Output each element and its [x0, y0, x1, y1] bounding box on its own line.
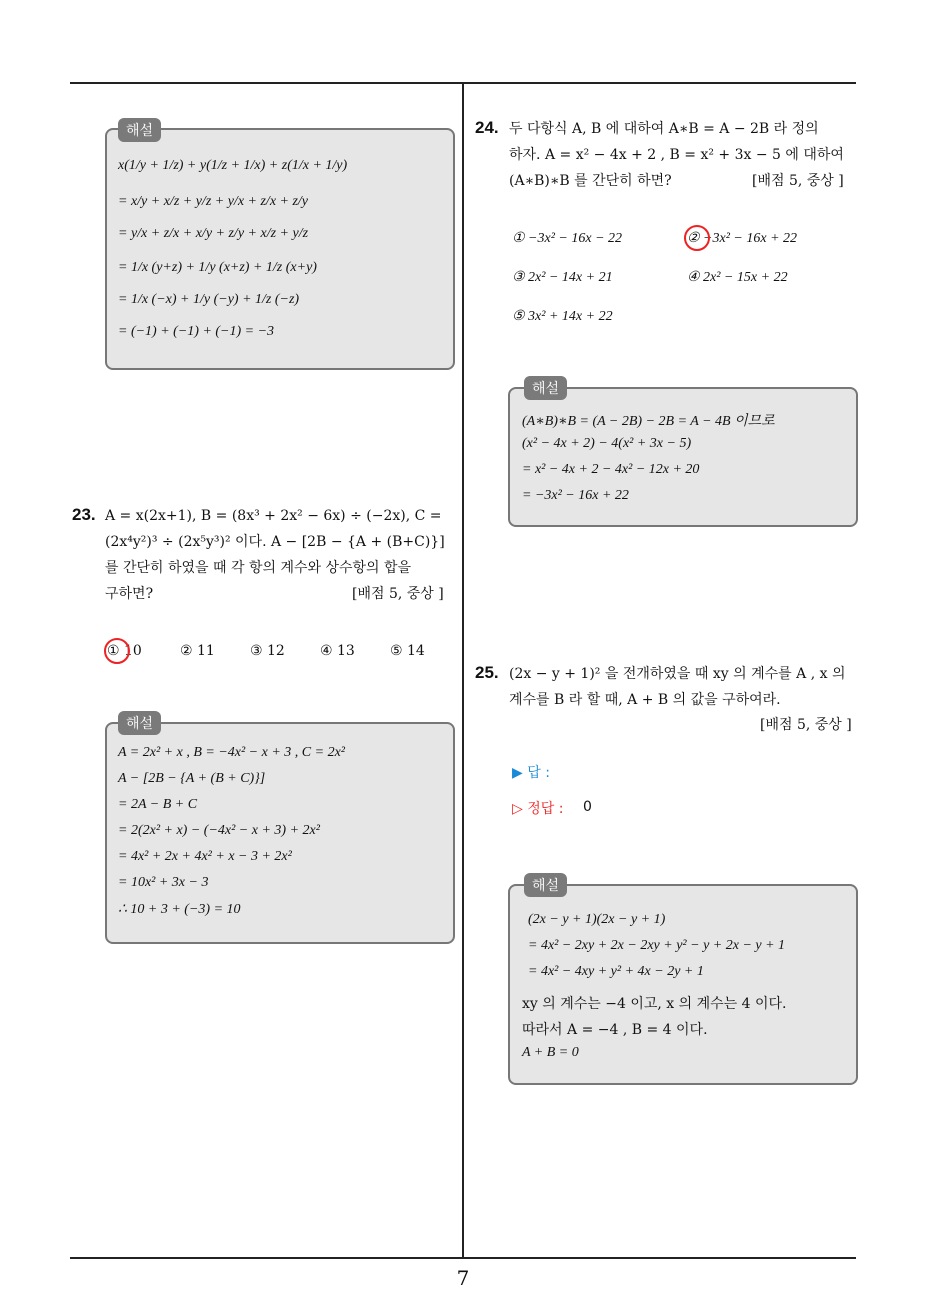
- sol-25-line-5: 따라서 A = −4 , B = 4 이다.: [522, 1022, 708, 1038]
- sol-24-line-4: = −3x² − 16x + 22: [522, 488, 629, 503]
- sol-prev-line-1: x(1/y + 1/z) + y(1/z + 1/x) + z(1/x + 1/y): [118, 158, 348, 173]
- q25-correct-label: ▷ 정답 :: [512, 801, 564, 817]
- q23-choice-3[interactable]: ③ 12: [250, 643, 285, 659]
- sol-23-line-2: A − [2B − {A + (B + C)}]: [118, 771, 266, 786]
- column-divider: [462, 84, 464, 1258]
- solution-tag-25: 해설: [524, 873, 567, 897]
- sol-prev-line-5: = 1/x (−x) + 1/y (−y) + 1/z (−z): [118, 292, 300, 307]
- sol-23-line-3: = 2A − B + C: [118, 797, 198, 812]
- sol-25-line-1: (2x − y + 1)(2x − y + 1): [528, 912, 666, 927]
- question-24-meta: [배점 5, 중상 ]: [752, 173, 844, 189]
- solution-tag-23: 해설: [118, 711, 161, 735]
- sol-25-line-2: = 4x² − 2xy + 2x − 2xy + y² − y + 2x − y + 1: [528, 938, 786, 953]
- q23-line-2: (2x⁴y²)³ ÷ (2x⁵y³)² 이다. A − [2B − {A + (B+C)}]: [105, 534, 445, 550]
- q25-correct-value: 0: [583, 799, 592, 815]
- solution-tag-prev: 해설: [118, 118, 161, 142]
- solution-box-24: [508, 387, 858, 527]
- sol-23-line-5: = 4x² + 2x + 4x² + x − 3 + 2x²: [118, 849, 292, 864]
- q23-line-4: 구하면?: [105, 586, 154, 602]
- sol-prev-line-2: = x/y + x/z + y/z + y/x + z/x + z/y: [118, 194, 309, 209]
- sol-23-line-1: A = 2x² + x , B = −4x² − x + 3 , C = 2x²: [118, 745, 345, 760]
- sol-prev-line-4: = 1/x (y+z) + 1/y (x+z) + 1/z (x+y): [118, 260, 317, 275]
- q24-choice-3[interactable]: ③ 2x² − 14x + 21: [512, 270, 613, 285]
- q24-choice-4[interactable]: ④ 2x² − 15x + 22: [687, 270, 788, 285]
- q24-line-3: (A∗B)∗B 를 간단히 하면?: [509, 173, 672, 189]
- question-25-text: [509, 661, 859, 713]
- q23-choice-2[interactable]: ② 11: [180, 643, 215, 659]
- q23-choice-1[interactable]: ① 10: [107, 643, 142, 659]
- q24-line-2: 하자. A = x² − 4x + 2 , B = x² + 3x − 5 에 대하여: [509, 147, 844, 163]
- question-23-number: 23.: [72, 505, 96, 524]
- q23-choice-4[interactable]: ④ 13: [320, 643, 355, 659]
- q25-line-1: (2x − y + 1)² 을 전개하였을 때 xy 의 계수를 A , x 의: [509, 666, 846, 682]
- q23-selected-mark: [104, 638, 130, 664]
- sol-24-line-2: (x² − 4x + 2) − 4(x² + 3x − 5): [522, 436, 692, 451]
- sol-25-line-4: xy 의 계수는 −4 이고, x 의 계수는 4 이다.: [522, 996, 787, 1012]
- q23-choice-5[interactable]: ⑤ 14: [390, 643, 425, 659]
- sol-24-line-1: (A∗B)∗B = (A − 2B) − 2B = A − 4B 이므로: [522, 414, 775, 429]
- bottom-rule: [70, 1257, 856, 1259]
- sol-23-line-6: = 10x² + 3x − 3: [118, 875, 209, 890]
- question-25-number: 25.: [475, 663, 499, 682]
- q24-line-1: 두 다항식 A, B 에 대하여 A∗B = A − 2B 라 정의: [509, 121, 819, 137]
- sol-23-line-4: = 2(2x² + x) − (−4x² − x + 3) + 2x²: [118, 823, 320, 838]
- sol-prev-line-3: = y/x + z/x + x/y + z/y + x/z + y/z: [118, 226, 309, 241]
- question-24-number: 24.: [475, 118, 499, 137]
- q24-selected-mark: [684, 225, 710, 251]
- question-23-meta: [배점 5, 중상 ]: [352, 586, 444, 602]
- sol-25-line-3: = 4x² − 4xy + y² + 4x − 2y + 1: [528, 964, 704, 979]
- q25-line-2: 계수를 B 라 할 때, A + B 의 값을 구하여라.: [509, 692, 781, 708]
- question-25-meta: [배점 5, 중상 ]: [760, 717, 852, 733]
- q25-answer-label[interactable]: ▶ 답 :: [512, 765, 550, 781]
- sol-prev-line-6: = (−1) + (−1) + (−1) = −3: [118, 324, 275, 339]
- q24-choice-1[interactable]: ① −3x² − 16x − 22: [512, 231, 623, 246]
- q24-choice-2[interactable]: ② −3x² − 16x + 22: [687, 231, 798, 246]
- sol-24-line-3: = x² − 4x + 2 − 4x² − 12x + 20: [522, 462, 700, 477]
- page-number: 7: [456, 1266, 470, 1290]
- solution-tag-24: 해설: [524, 376, 567, 400]
- sol-23-line-7: ∴ 10 + 3 + (−3) = 10: [118, 902, 241, 917]
- q23-line-1: A = x(2x+1), B = (8x³ + 2x² − 6x) ÷ (−2x), C =: [105, 508, 442, 524]
- q24-choice-5[interactable]: ⑤ 3x² + 14x + 22: [512, 309, 613, 324]
- q23-line-3: 를 간단히 하였을 때 각 항의 계수와 상수항의 합을: [105, 560, 412, 576]
- sol-25-line-6: A + B = 0: [522, 1045, 579, 1060]
